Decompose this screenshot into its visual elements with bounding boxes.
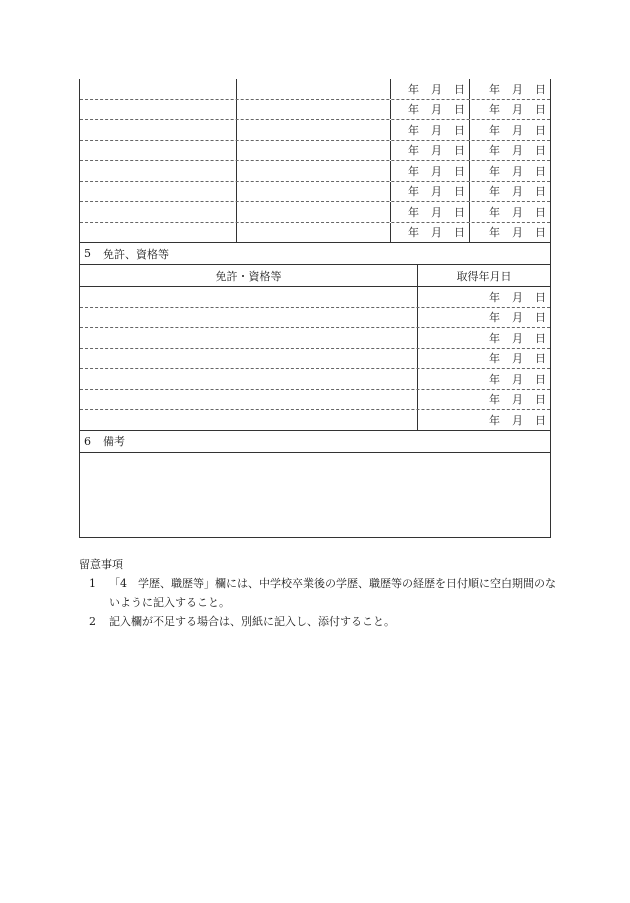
acquired-date-column-header: 取得年月日 [456,269,512,283]
note-item [79,612,559,631]
note-text: 「4 学歴、職歴等」欄には、中学校卒業後の学歴、職歴等の経歴を日付順に空白期間のないように記入すること。 [109,577,556,609]
date-month-label: 月 [512,413,523,427]
date-year-label: 年 [489,352,500,366]
end-date-field[interactable] [470,202,550,222]
license-column-header: 免許・資格等 [80,265,418,286]
date-month-label: 月 [512,123,523,137]
license-name-field[interactable] [80,369,418,389]
acquired-date-field[interactable] [418,410,550,430]
date-day-label: 日 [535,226,546,240]
history-row [80,141,550,162]
license-row [80,328,550,349]
license-name-field[interactable] [80,308,418,328]
section6-header [80,431,550,453]
history-entry-field[interactable] [80,100,237,120]
date-year-label: 年 [489,103,500,117]
date-day-label: 日 [535,311,546,325]
date-year-label: 年 [489,226,500,240]
date-month-label: 月 [431,82,442,96]
history-detail-field[interactable] [237,79,391,99]
date-month-label: 月 [431,103,442,117]
history-detail-field[interactable] [237,141,391,161]
acquired-date-field[interactable] [418,308,550,328]
history-detail-field[interactable] [237,100,391,120]
license-row [80,349,550,370]
date-year-label: 年 [489,393,500,407]
date-day-label: 日 [535,185,546,199]
date-day-label: 日 [535,352,546,366]
date-month-label: 月 [512,144,523,158]
end-date-field[interactable] [470,100,550,120]
history-entry-field[interactable] [80,202,237,222]
date-year-label: 年 [489,413,500,427]
start-date-field[interactable] [391,202,470,222]
history-entry-field[interactable] [80,182,237,202]
start-date-field[interactable] [391,182,470,202]
date-day-label: 日 [535,413,546,427]
date-day-label: 日 [535,331,546,345]
date-month-label: 月 [512,311,523,325]
resume-form-frame [79,79,551,538]
date-year-label: 年 [489,372,500,386]
date-year-label: 年 [489,290,500,304]
section5-header [80,243,550,265]
note-text: 記入欄が不足する場合は、別紙に記入し、添付すること。 [109,615,395,628]
date-year-label: 年 [489,185,500,199]
end-date-field[interactable] [470,120,550,140]
license-name-field[interactable] [80,390,418,410]
date-month-label: 月 [512,164,523,178]
date-day-label: 日 [535,290,546,304]
end-date-field[interactable] [470,182,550,202]
start-date-field[interactable] [391,223,470,243]
date-year-label: 年 [408,164,419,178]
license-name-field[interactable] [80,287,418,307]
date-day-label: 日 [535,164,546,178]
date-month-label: 月 [431,164,442,178]
date-year-label: 年 [489,331,500,345]
date-month-label: 月 [431,144,442,158]
start-date-field[interactable] [391,100,470,120]
start-date-field[interactable] [391,141,470,161]
date-day-label: 日 [454,226,465,240]
date-month-label: 月 [512,372,523,386]
date-month-label: 月 [512,352,523,366]
history-row [80,79,550,100]
section5-title: 免許、資格等 [103,247,169,261]
date-year-label: 年 [489,164,500,178]
note-number: 1 [89,577,96,590]
end-date-field[interactable] [470,223,550,243]
start-date-field[interactable] [391,79,470,99]
date-year-label: 年 [408,226,419,240]
license-row [80,369,550,390]
date-day-label: 日 [454,185,465,199]
date-day-label: 日 [535,144,546,158]
date-month-label: 月 [512,103,523,117]
remarks-field[interactable] [80,453,550,537]
date-year-label: 年 [408,82,419,96]
history-row [80,100,550,121]
section5-number: 5 [84,247,91,260]
license-name-field[interactable] [80,349,418,369]
license-name-field[interactable] [80,328,418,348]
date-month-label: 月 [512,393,523,407]
date-month-label: 月 [512,290,523,304]
acquired-date-field[interactable] [418,390,550,410]
date-month-label: 月 [431,205,442,219]
end-date-field[interactable] [470,141,550,161]
license-table-header [80,265,550,287]
license-name-field[interactable] [80,410,418,430]
date-day-label: 日 [535,372,546,386]
acquired-date-field[interactable] [418,287,550,307]
license-row [80,287,550,308]
date-year-label: 年 [408,144,419,158]
date-day-label: 日 [535,103,546,117]
date-day-label: 日 [535,123,546,137]
history-entry-field[interactable] [80,141,237,161]
date-year-label: 年 [489,82,500,96]
date-year-label: 年 [489,311,500,325]
history-row [80,120,550,141]
start-date-field[interactable] [391,161,470,181]
acquired-date-field[interactable] [418,328,550,348]
date-year-label: 年 [489,205,500,219]
date-year-label: 年 [408,185,419,199]
license-row [80,308,550,329]
acquired-date-field[interactable] [418,369,550,389]
date-month-label: 月 [512,185,523,199]
date-month-label: 月 [431,123,442,137]
date-day-label: 日 [535,205,546,219]
date-day-label: 日 [454,103,465,117]
history-entry-field[interactable] [80,79,237,99]
note-item [79,574,559,612]
history-entry-field[interactable] [80,223,237,243]
date-year-label: 年 [489,123,500,137]
license-row [80,390,550,411]
end-date-field[interactable] [470,79,550,99]
date-day-label: 日 [535,82,546,96]
date-day-label: 日 [454,123,465,137]
notes-title: 留意事項 [79,558,123,571]
acquired-date-field[interactable] [418,349,550,369]
date-year-label: 年 [408,103,419,117]
history-entry-field[interactable] [80,120,237,140]
section6-title: 備考 [103,435,125,448]
history-row [80,161,550,182]
date-month-label: 月 [431,185,442,199]
history-detail-field[interactable] [237,120,391,140]
license-table [80,287,550,431]
history-row [80,202,550,223]
date-month-label: 月 [431,226,442,240]
note-number: 2 [89,615,96,628]
history-row [80,223,550,244]
date-day-label: 日 [454,82,465,96]
history-entry-field[interactable] [80,161,237,181]
date-year-label: 年 [408,123,419,137]
date-day-label: 日 [535,393,546,407]
history-detail-field[interactable] [237,161,391,181]
date-month-label: 月 [512,82,523,96]
date-day-label: 日 [454,205,465,219]
history-detail-field[interactable] [237,202,391,222]
end-date-field[interactable] [470,161,550,181]
section6-number: 6 [84,434,91,448]
date-year-label: 年 [408,205,419,219]
license-row [80,410,550,431]
notes-section [79,555,559,631]
start-date-field[interactable] [391,120,470,140]
history-row [80,182,550,203]
date-day-label: 日 [454,144,465,158]
date-year-label: 年 [489,144,500,158]
history-detail-field[interactable] [237,223,391,243]
history-detail-field[interactable] [237,182,391,202]
date-month-label: 月 [512,226,523,240]
date-month-label: 月 [512,331,523,345]
date-day-label: 日 [454,164,465,178]
date-month-label: 月 [512,205,523,219]
history-table [80,79,550,243]
